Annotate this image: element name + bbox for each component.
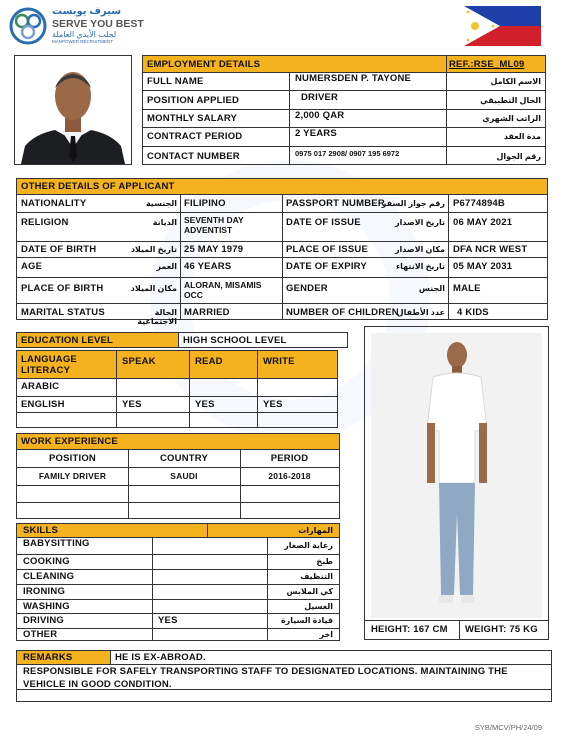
skill-cleaning: CLEANING — [23, 571, 75, 582]
place-of-birth-value: ALORAN, MISAMIS OCC — [184, 280, 262, 300]
skill-ironing: IRONING — [23, 586, 66, 597]
salary-arabic: الراتب الشهري — [482, 114, 541, 123]
skill-driving-arabic: قيادة السيارة — [280, 616, 333, 625]
gender-arabic: الجنس — [418, 284, 445, 293]
country-column-header: COUNTRY — [159, 453, 209, 464]
age-value: 46 YEARS — [184, 261, 232, 272]
age-arabic: العمر — [156, 262, 177, 271]
portrait-photo — [15, 56, 131, 164]
number-of-children-arabic: عدد الأطفال — [396, 308, 445, 317]
passport-number-label: PASSPORT NUMBER — [286, 198, 385, 209]
contact-label: CONTACT NUMBER — [147, 151, 240, 162]
work-position-value: FAMILY DRIVER — [38, 471, 107, 481]
language-arabic: ARABIC — [21, 381, 60, 392]
marital-status-label: MARITAL STATUS — [21, 307, 105, 318]
contract-value: 2 YEARS — [295, 128, 337, 139]
weight-value: WEIGHT: 75 KG — [465, 624, 538, 635]
number-of-children-value: 4 KIDS — [457, 307, 489, 318]
philippines-flag-icon — [464, 6, 541, 46]
contract-arabic: مدة العقد — [503, 132, 541, 141]
skill-cooking-arabic: طبخ — [316, 557, 333, 566]
agency-tagline: MANPOWER RECRUITMENT — [52, 39, 113, 44]
date-of-issue-value: 06 MAY 2021 — [453, 217, 513, 228]
education-level-value: HIGH SCHOOL LEVEL — [183, 335, 287, 346]
logo-emblem-icon — [8, 6, 48, 46]
language-literacy-header: LANGUAGE LITERACY — [21, 354, 77, 377]
salary-value: 2,000 QAR — [295, 110, 345, 121]
religion-label: RELIGION — [21, 217, 69, 228]
english-read: YES — [195, 399, 215, 410]
date-of-expiry-value: 05 MAY 2031 — [453, 261, 513, 272]
number-of-children-label: NUMBER OF CHILDREN — [286, 307, 399, 318]
gender-value: MALE — [453, 283, 481, 294]
skills-header: SKILLS — [23, 525, 58, 536]
contract-label: CONTRACT PERIOD — [147, 131, 243, 142]
work-experience-table — [16, 433, 340, 519]
skill-driving-value: YES — [158, 615, 178, 626]
nationality-arabic: الجنسية — [145, 199, 177, 208]
full-name-label: FULL NAME — [147, 76, 204, 87]
height-value: HEIGHT: 167 CM — [371, 624, 448, 635]
document-code: SYB/MCV/PH/24/09 — [474, 723, 542, 732]
date-of-birth-value: 25 MAY 1979 — [184, 244, 244, 255]
agency-name: SERVE YOU BEST — [52, 18, 144, 30]
place-of-birth-arabic: مكان الميلاد — [130, 284, 177, 293]
english-write: YES — [263, 399, 283, 410]
agency-logo — [8, 6, 158, 46]
skill-other: OTHER — [23, 629, 58, 640]
other-details-header: OTHER DETAILS OF APPLICANT — [21, 181, 175, 192]
employment-header: EMPLOYMENT DETAILS — [147, 59, 261, 70]
marital-status-arabic: الحالة الاجتماعية — [137, 308, 177, 326]
write-header: WRITE — [263, 356, 295, 367]
work-experience-header: WORK EXPERIENCE — [21, 436, 118, 447]
position-arabic: الحال التطبيقي — [480, 96, 541, 105]
education-level-table — [16, 332, 348, 348]
skill-ironing-arabic: كي الملابس — [286, 587, 333, 596]
date-of-birth-label: DATE OF BIRTH — [21, 244, 97, 255]
remarks-table — [16, 650, 552, 702]
date-of-issue-arabic: تاريخ الاصدار — [394, 218, 445, 227]
reference-number: REF.:RSE_ML09 — [449, 59, 525, 70]
full-body-photo — [371, 333, 542, 618]
position-column-header: POSITION — [49, 453, 96, 464]
full-body-photo-panel — [364, 326, 549, 640]
religion-value: SEVENTH DAY ADVENTIST — [184, 215, 244, 235]
skills-header-arabic: المهارات — [298, 526, 333, 535]
remarks-line-2: RESPONSIBLE FOR SAFELY TRANSPORTING STAFF TO DESIGNATED LOCATIONS. MAINTAINING THE VEHICLE IN GOOD CONDITION. — [23, 666, 508, 690]
place-of-issue-label: PLACE OF ISSUE — [286, 244, 368, 255]
employment-details-table — [142, 55, 546, 165]
date-of-expiry-arabic: تاريخ الانتهاء — [396, 262, 445, 271]
gender-label: GENDER — [286, 283, 328, 294]
marital-status-value: MARRIED — [184, 307, 230, 318]
nationality-label: NATIONALITY — [21, 198, 87, 209]
other-details-table — [16, 178, 548, 326]
education-level-label: EDUCATION LEVEL — [21, 335, 114, 346]
age-label: AGE — [21, 261, 43, 272]
read-header: READ — [195, 356, 223, 367]
date-of-birth-arabic: تاريخ الميلاد — [130, 245, 177, 254]
full-name-arabic: الاسم الكامل — [490, 77, 541, 86]
english-speak: YES — [122, 399, 142, 410]
position-label: POSITION APPLIED — [147, 95, 240, 106]
skill-cooking: COOKING — [23, 556, 70, 567]
skill-driving: DRIVING — [23, 615, 64, 626]
work-country-value: SAUDI — [170, 471, 198, 481]
remarks-label: REMARKS — [23, 652, 73, 663]
religion-arabic: الديانة — [152, 218, 177, 227]
language-literacy-table — [16, 350, 338, 428]
period-column-header: PERIOD — [270, 453, 309, 464]
place-of-birth-label: PLACE OF BIRTH — [21, 283, 104, 294]
position-value: DRIVER — [301, 92, 339, 103]
skill-cleaning-arabic: التنظيف — [300, 572, 333, 581]
skill-babysitting-arabic: رعاية الصغار — [284, 541, 333, 550]
nationality-value: FILIPINO — [184, 198, 226, 209]
passport-number-value: P6774894B — [453, 198, 505, 209]
skill-washing-arabic: الغسيل — [304, 602, 333, 611]
date-of-issue-label: DATE OF ISSUE — [286, 217, 361, 228]
contact-value: 0975 017 2908/ 0907 195 6972 — [295, 149, 400, 158]
salary-label: MONTHLY SALARY — [147, 113, 238, 124]
speak-header: SPEAK — [122, 356, 156, 367]
skill-babysitting: BABYSITTING — [23, 538, 90, 549]
work-period-value: 2016-2018 — [268, 471, 311, 481]
passport-number-arabic: رقم جواز السفر — [381, 199, 445, 208]
place-of-issue-value: DFA NCR WEST — [453, 244, 528, 255]
agency-arabic-tagline: لجلب الأيدي العاملة — [52, 30, 117, 39]
agency-arabic-name: سيرف يوبست — [52, 6, 122, 17]
full-name-value: NUMERSDEN P. TAYONE — [295, 73, 412, 84]
skill-other-arabic: اخر — [319, 630, 333, 639]
language-english: ENGLISH — [21, 399, 65, 410]
date-of-expiry-label: DATE OF EXPIRY — [286, 261, 367, 272]
applicant-portrait — [14, 55, 132, 165]
place-of-issue-arabic: مكان الاصدار — [394, 245, 445, 254]
skills-table — [16, 523, 340, 641]
contact-arabic: رقم الجوال — [496, 152, 541, 161]
remarks-line-1: HE IS EX-ABROAD. — [115, 652, 206, 663]
skill-washing: WASHING — [23, 601, 70, 612]
